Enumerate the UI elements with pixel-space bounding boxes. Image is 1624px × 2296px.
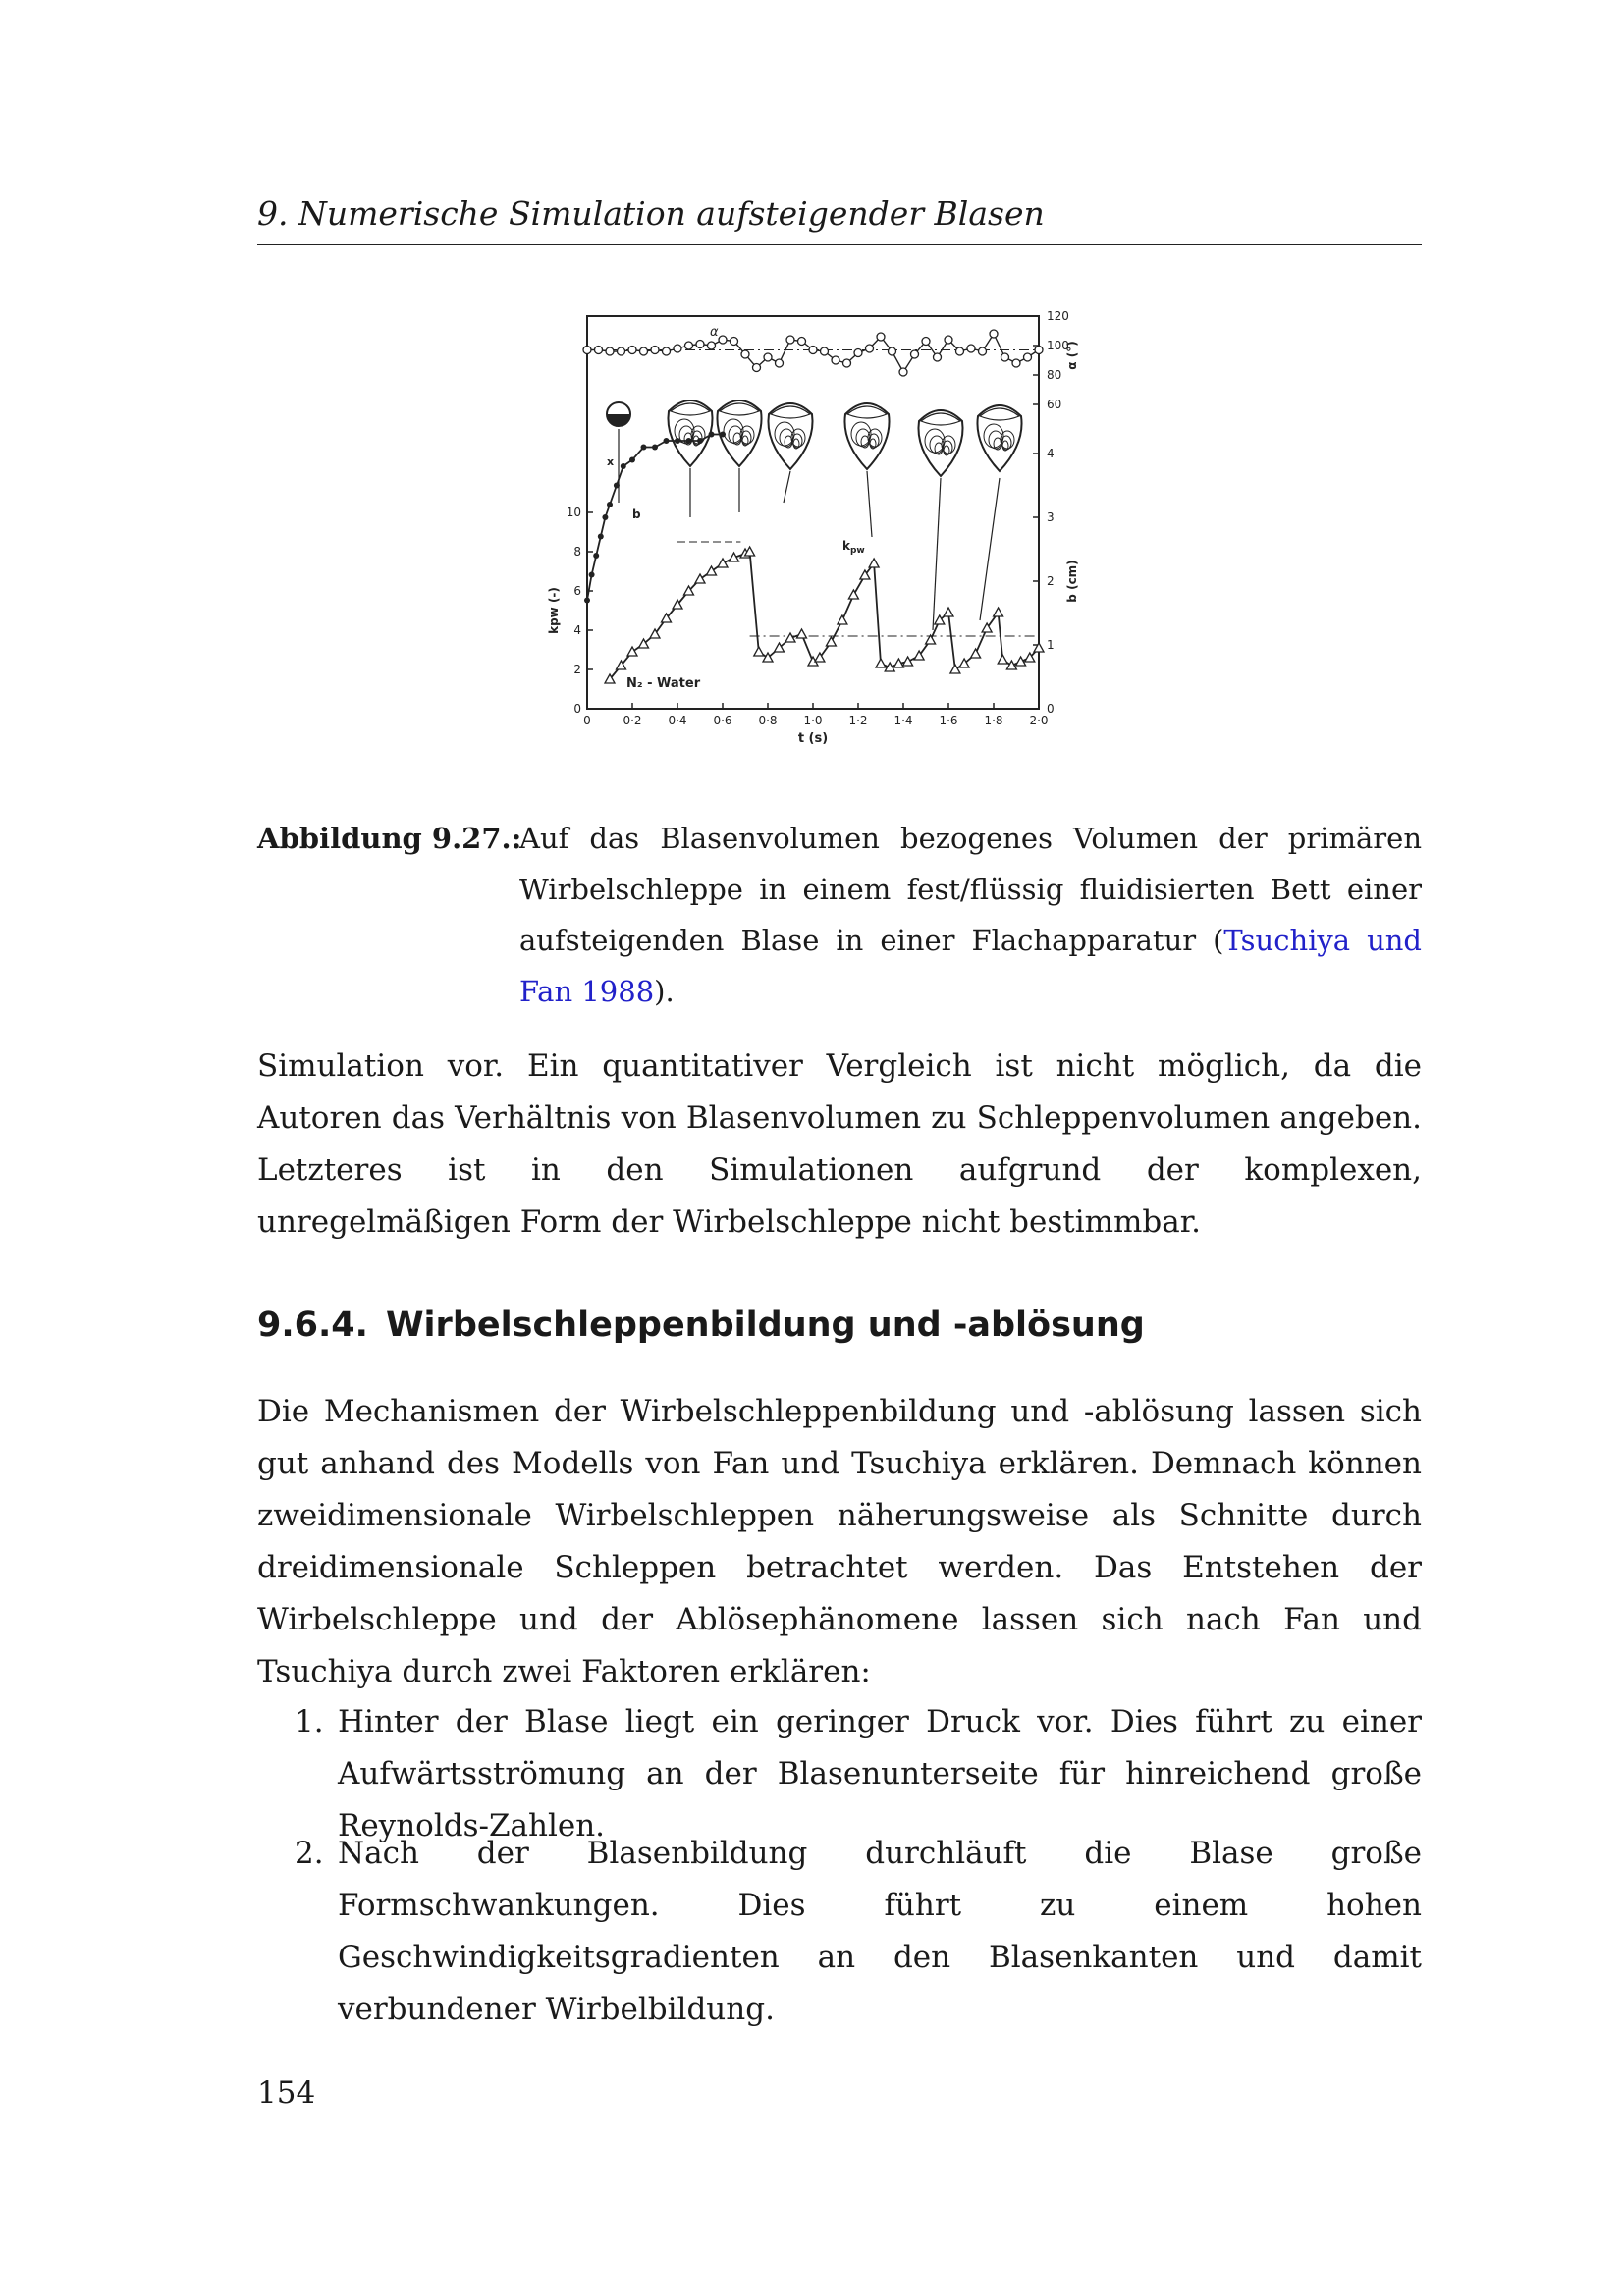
pointer-line — [980, 478, 1000, 620]
y-alpha-axis-label: α (°) — [1065, 341, 1079, 370]
data-point-alpha — [821, 347, 829, 355]
bubble-sketches — [607, 400, 1022, 630]
page-number: 154 — [257, 2075, 316, 2110]
y-alpha-tick-label: 120 — [1047, 309, 1069, 323]
data-point-b — [607, 502, 613, 507]
data-point-alpha — [1012, 359, 1020, 367]
caption-label: Abbildung 9.27.: — [257, 822, 522, 855]
caption-end: ). — [654, 975, 675, 1008]
data-point-b — [697, 438, 703, 444]
data-point-kpw — [876, 659, 886, 667]
data-point-b — [629, 457, 635, 463]
data-point-alpha — [674, 345, 681, 352]
annotation-alpha: α — [710, 325, 719, 340]
x-tick-label: 2·0 — [1029, 714, 1049, 727]
data-point-kpw — [869, 559, 879, 567]
data-point-alpha — [663, 347, 671, 355]
bubble-sketch — [977, 405, 1021, 471]
data-point-b — [621, 463, 626, 469]
data-point-alpha — [583, 347, 591, 354]
data-point-alpha — [731, 338, 738, 346]
citation-link[interactable]: Tsuchiya und Fan 1988 — [519, 924, 1422, 1008]
list-item — [257, 1828, 1422, 2036]
bubble-sketch — [768, 403, 812, 469]
data-point-kpw — [998, 655, 1007, 664]
data-point-alpha — [922, 338, 930, 346]
y-alpha-tick-label: 100 — [1047, 339, 1069, 352]
x-tick-label: 1·4 — [893, 714, 913, 727]
data-point-alpha — [685, 342, 693, 349]
data-point-kpw — [885, 663, 894, 671]
y-right-tick-label: 2 — [1047, 574, 1055, 588]
bubble-wake-fill — [607, 414, 630, 426]
pointer-line — [867, 471, 872, 537]
y-tick-label: 6 — [573, 584, 581, 598]
section-heading — [257, 1306, 1145, 1345]
y-axis-label: kpw (-) — [547, 587, 561, 634]
list-marker: 2. — [295, 1836, 324, 1871]
data-point-kpw — [903, 657, 913, 666]
data-point-alpha — [889, 347, 896, 355]
data-point-alpha — [990, 330, 998, 338]
data-point-alpha — [832, 356, 839, 364]
data-point-alpha — [786, 336, 794, 344]
data-point-alpha — [934, 353, 942, 361]
data-point-b — [598, 534, 604, 540]
data-point-alpha — [741, 350, 749, 358]
data-point-alpha — [967, 345, 975, 352]
data-point-b — [686, 438, 692, 444]
caption-body: Auf das Blasenvolumen bezogenes Volumen der primären Wirbelschleppe in einem fest/flüssig fluidisierten Bett einer aufsteigenden Blase in einer Flachapparatur ( — [519, 822, 1422, 957]
y-right-tick-label: 3 — [1047, 510, 1055, 524]
data-point-kpw — [944, 608, 953, 616]
x-tick-label: 0·6 — [713, 714, 732, 727]
data-point-b — [641, 445, 647, 451]
x-axis-label: t (s) — [797, 731, 829, 746]
x-tick-label: 1·6 — [939, 714, 958, 727]
data-point-b — [675, 438, 680, 444]
data-point-kpw — [950, 665, 960, 673]
pointer-line — [784, 471, 790, 503]
data-point-alpha — [776, 359, 784, 367]
figure-wake-volume — [538, 306, 1098, 768]
data-point-b — [720, 432, 726, 438]
data-point-alpha — [764, 353, 772, 361]
annotation-kpw: $k_{pw}$ — [842, 539, 865, 556]
data-point-kpw — [848, 590, 858, 599]
data-point-alpha — [854, 349, 862, 357]
data-point-alpha — [651, 347, 659, 354]
data-point-kpw — [1016, 657, 1026, 666]
data-point-alpha — [956, 347, 964, 355]
x-tick-label: 1·0 — [803, 714, 823, 727]
x-tick-label: 0 — [583, 714, 591, 727]
y-alpha-tick-label: 80 — [1047, 368, 1062, 382]
x-tick-label: 0·4 — [668, 714, 687, 727]
numbered-list-2 — [257, 1828, 1422, 2036]
data-point-alpha — [696, 341, 704, 348]
bubble-sketch — [668, 400, 712, 466]
data-point-kpw — [1006, 661, 1016, 669]
data-point-alpha — [618, 347, 625, 355]
y-tick-label: 0 — [573, 702, 581, 716]
data-point-alpha — [899, 368, 907, 376]
data-point-alpha — [708, 342, 716, 349]
bubble-sketch — [844, 403, 889, 469]
data-point-kpw — [695, 574, 705, 583]
figure-caption — [257, 813, 1422, 1017]
data-point-kpw — [994, 608, 1003, 616]
data-point-alpha — [911, 350, 919, 358]
annotation-x: x — [607, 455, 615, 468]
data-point-kpw — [627, 647, 637, 656]
data-point-alpha — [753, 364, 761, 372]
bubble-sketch — [607, 402, 630, 426]
y-right-tick-label: 1 — [1047, 638, 1055, 652]
x-tick-label: 0·8 — [758, 714, 778, 727]
series-layer — [583, 330, 1044, 683]
data-point-b — [602, 514, 608, 520]
data-point-alpha — [798, 338, 806, 346]
y-tick-label: 4 — [573, 623, 581, 637]
bubble-sketch — [918, 410, 962, 476]
data-point-kpw — [826, 637, 836, 646]
paragraph-1: Simulation vor. Ein quantitativer Vergleich ist nicht möglich, da die Autoren das Verhältnis von Blasenvolumen zu Schleppenvolumen angeben. Letzteres ist in den Simulationen aufgrund der komplexen, unregelmäßigen Form der Wirbelschleppe nicht bestimmbar. — [257, 1048, 1422, 1240]
data-point-alpha — [595, 347, 603, 354]
running-head: 9. Numerische Simulation aufsteigender Blasen — [257, 194, 1422, 245]
data-point-kpw — [971, 649, 981, 658]
data-point-alpha — [809, 347, 817, 354]
data-point-b — [589, 572, 595, 578]
plot-frame — [587, 316, 1039, 709]
data-point-b — [584, 598, 590, 604]
y-tick-label: 10 — [566, 506, 581, 519]
x-tick-label: 1·2 — [848, 714, 868, 727]
section-title: Wirbelschleppenbildung und -ablösung — [385, 1306, 1145, 1345]
data-point-b — [709, 432, 715, 438]
chart — [538, 306, 1098, 768]
y-tick-label: 8 — [573, 545, 581, 559]
data-point-alpha — [606, 347, 614, 355]
data-point-alpha — [640, 347, 648, 355]
list-text: Nach der Blasenbildung durchläuft die Blase große Formschwankungen. Dies führt zu einem hohen Geschwindigkeitsgradienten an den Blasenkanten und damit verbundener Wirbelbildung. — [338, 1836, 1422, 2027]
y-right-tick-label: 4 — [1047, 447, 1055, 460]
data-point-alpha — [1035, 347, 1043, 354]
data-point-alpha — [877, 333, 885, 341]
y-right-tick-label: 0 — [1047, 702, 1055, 716]
list-marker: 1. — [295, 1704, 324, 1739]
caption-text — [519, 813, 1422, 1017]
x-tick-label: 1·8 — [984, 714, 1003, 727]
data-point-alpha — [628, 347, 636, 354]
section-number: 9.6.4. — [257, 1306, 368, 1345]
data-point-alpha — [945, 336, 952, 344]
data-point-kpw — [797, 629, 807, 638]
paragraph-2: Die Mechanismen der Wirbelschleppenbildung und -ablösung lassen sich gut anhand des Modells von Fan und Tsuchiya erklären. Demnach können zweidimensionale Wirbelschleppen näherungsweise als Schnitte durch dreidimensionale Schleppen betrachtet werden. Das Entstehen der Wirbelschleppe und der Ablösephänomene lassen sich nach Fan und Tsuchiya durch zwei Faktoren erklären: — [257, 1394, 1422, 1689]
data-point-kpw — [754, 647, 764, 656]
data-point-kpw — [707, 566, 717, 575]
data-point-b — [593, 553, 599, 559]
y-alpha-tick-label: 60 — [1047, 398, 1062, 411]
list-text: Hinter der Blase liegt ein geringer Druck vor. Dies führt zu einer Aufwärtsströmung an der Blasenunterseite für hinreichend große Reynolds-Zahlen. — [338, 1704, 1422, 1843]
data-point-alpha — [979, 347, 987, 355]
data-point-b — [614, 483, 620, 489]
data-point-kpw — [838, 615, 847, 624]
annotation-n2-water: N₂ - Water — [626, 676, 701, 691]
data-point-alpha — [1001, 353, 1009, 361]
data-point-b — [664, 438, 670, 444]
y-tick-label: 2 — [573, 663, 581, 676]
pointer-line — [933, 478, 941, 630]
data-point-alpha — [1024, 353, 1032, 361]
data-point-kpw — [718, 559, 728, 567]
y-right-axis-label: b (cm) — [1065, 560, 1079, 603]
annotation-b: b — [632, 507, 641, 521]
data-point-alpha — [719, 336, 727, 344]
data-point-b — [652, 445, 658, 451]
data-point-alpha — [866, 345, 874, 352]
x-tick-label: 0·2 — [623, 714, 642, 727]
data-point-alpha — [843, 359, 851, 367]
